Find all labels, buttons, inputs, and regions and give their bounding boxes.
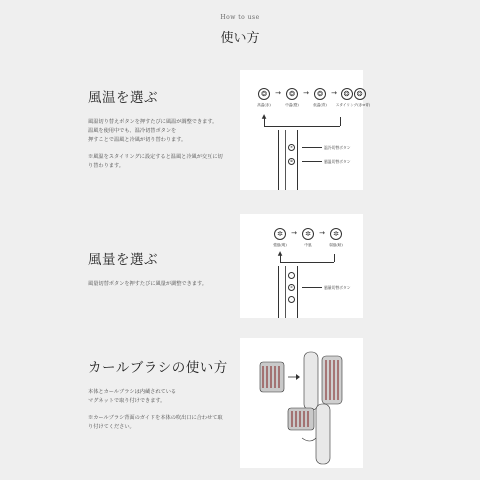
section1-line1: 風温切り替えボタンを押すたびに風温が調整できます。 (88, 119, 218, 125)
brush-attach-step1 (260, 352, 342, 410)
arrow-right-icon: → (275, 89, 281, 97)
section2-paragraph1: 風量切替ボタンを押すたびに風量が調整できます。 (88, 281, 207, 287)
dryer-body-illustration (278, 130, 298, 190)
heat-dial-icon: ❂ (341, 88, 353, 100)
mode-strong (270, 228, 290, 248)
temp-toggle-button-icon: ❄ (288, 144, 295, 151)
heat-dial-icon: ❂ (314, 88, 326, 100)
mode-label: 低温(青) (313, 103, 327, 107)
mode-label: 弱風(暗) (329, 243, 343, 247)
mode-mid-temp (282, 88, 302, 108)
temp-mode-button-icon: ❂ (288, 158, 295, 165)
arrow-right-icon: → (291, 229, 297, 237)
callout-line (302, 287, 322, 288)
section1-note (88, 153, 238, 171)
section1-line5: り替わります。 (88, 163, 124, 169)
header-subtitle: How to use (220, 14, 260, 21)
mode-medium (298, 228, 318, 248)
section2-text (88, 248, 238, 297)
mode-label: 中風 (304, 243, 312, 247)
section1-line3: 押すことで温風と冷風が切り替わります。 (88, 137, 187, 143)
section3-line3: ※カールブラシ背面のガイドを本体の吹出口に合わせて取 (88, 415, 223, 421)
section1-diagram-panel (240, 70, 371, 190)
arrow-up-icon: ▲ (277, 250, 283, 257)
page-header (0, 14, 480, 46)
section1-line4: ※風温をスタイリングに設定すると温風と冷風が交互に切 (88, 154, 223, 160)
callout-line-2 (302, 161, 322, 162)
section3-note (88, 414, 238, 432)
mode-label: 強風(明) (273, 243, 287, 247)
loop-line-bottom (264, 126, 340, 127)
arrow-up-icon: ▲ (261, 113, 267, 120)
heat-dial-icon: ❂ (258, 88, 270, 100)
mode-styling (335, 88, 371, 108)
mode-high-temp (254, 88, 274, 108)
section2-diagram-panel (240, 214, 363, 318)
button-icon: · (288, 296, 295, 303)
brush-attach-step2 (288, 404, 330, 464)
button-icon: · (288, 272, 295, 279)
section1-heading: 風温を選ぶ (88, 90, 158, 106)
mode-label: スタイリング(赤⇔青) (335, 103, 371, 107)
section3-paragraph1 (88, 388, 238, 406)
heat-dial-icon: ❂ (286, 88, 298, 100)
section2-heading: 風量を選ぶ (88, 252, 158, 268)
section1-paragraph1 (88, 118, 238, 145)
arrow-right-icon: → (319, 229, 325, 237)
heat-dial-icon: ❂ (354, 88, 366, 100)
page-title: 使い方 (220, 31, 260, 46)
callout-volume: 風量切替ボタン (324, 285, 351, 290)
loop-line-bottom (280, 262, 334, 263)
section1-line2: 温風を使用中でも、温冷切替ボタンを (88, 128, 177, 134)
fan-button-icon: ✲ (288, 284, 295, 291)
mode-low-temp (310, 88, 330, 108)
section3-line1: 本体とカールブラシは内蔵されている (88, 389, 177, 395)
section3-diagram-panel (240, 338, 363, 468)
fan-icon: ✲ (302, 228, 314, 240)
mode-weak (326, 228, 346, 248)
curl-brush-illustration (240, 338, 363, 468)
arrow-right-icon: → (303, 89, 309, 97)
callout-line-1 (302, 147, 322, 148)
temperature-mode-row (254, 88, 371, 108)
loop-line-right (334, 254, 335, 262)
section1-text (88, 86, 238, 179)
fan-icon: ✲ (274, 228, 286, 240)
mode-label: 中温(橙) (285, 103, 299, 107)
loop-line-right (340, 117, 341, 126)
section3-line4: り付けてください。 (88, 424, 135, 430)
section3-text (88, 356, 238, 440)
section3-line2: マグネットで取り付けできます。 (88, 398, 166, 404)
callout-temp-toggle: 温冷切替ボタン (324, 145, 351, 150)
dryer-body-illustration (278, 266, 298, 318)
callout-temp-mode: 風温切替ボタン (324, 159, 351, 164)
volume-mode-row (270, 228, 346, 248)
fan-icon: ✲ (330, 228, 342, 240)
mode-label: 高温(赤) (257, 103, 271, 107)
arrow-right-icon: → (331, 89, 337, 97)
section3-heading: カールブラシの使い方 (88, 360, 228, 376)
